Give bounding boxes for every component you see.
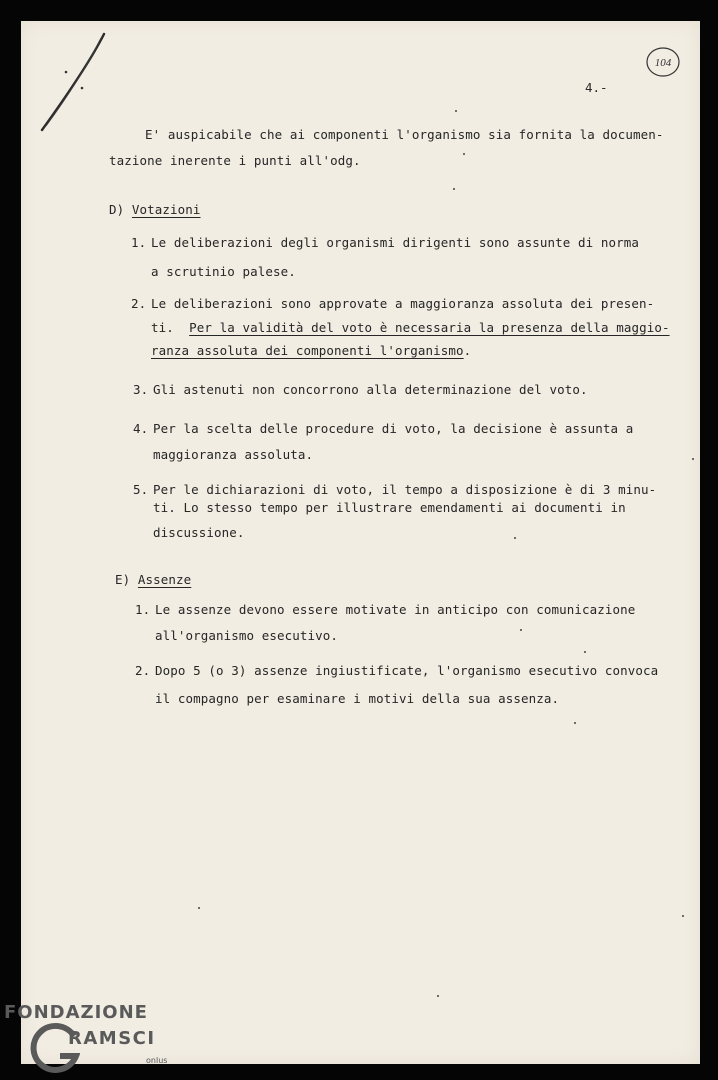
d-item-3-line-1: Gli astenuti non concorrono alla determinazione del voto. (153, 382, 588, 397)
intro-line-2: tazione inerente i punti all'odg. (109, 153, 361, 168)
paper-speck (520, 629, 522, 631)
d-item-2-line-3-tail: . (463, 343, 472, 358)
d-item-5-number: 5. (133, 482, 149, 497)
paper-speck (437, 995, 439, 997)
section-d-heading (109, 202, 201, 217)
d-item-1-line-1: Le deliberazioni degli organismi dirigenti sono assunte di norma (151, 235, 640, 250)
e-item-2-line-2: il compagno per esaminare i motivi della sua assenza. (155, 691, 560, 706)
d-item-2-number: 2. (131, 296, 147, 311)
paper-speck (574, 722, 576, 724)
e-item-1-line-2: all'organismo esecutivo. (155, 628, 339, 643)
d-item-5-line-2: ti. Lo stesso tempo per illustrare emendamenti ai documenti in (153, 500, 626, 515)
paper-speck (455, 110, 457, 112)
d-item-1-number: 1. (131, 235, 147, 250)
paper-speck (198, 907, 200, 909)
watermark-line-2: RAMSCI (68, 1028, 156, 1049)
d-item-2-line-2-plain: ti. (151, 320, 174, 335)
archive-stamp-icon (645, 45, 681, 79)
paper-speck (463, 153, 465, 155)
section-d-title: Votazioni (131, 202, 201, 217)
d-item-2-line-1: Le deliberazioni sono approvate a maggioranza assoluta dei presen- (151, 296, 655, 311)
paper-speck (584, 651, 586, 653)
d-item-2-line-3 (151, 343, 471, 358)
e-item-2-line-1: Dopo 5 (o 3) assenze ingiustificate, l'organismo esecutivo convoca (155, 663, 659, 678)
d-item-3-number: 3. (133, 382, 149, 397)
section-d-prefix: D) (109, 202, 125, 217)
fondazione-gramsci-watermark (4, 1002, 184, 1078)
watermark-suffix: onlus (146, 1056, 168, 1065)
watermark-line-1: FONDAZIONE (4, 1002, 148, 1023)
paper-speck (514, 537, 516, 539)
d-item-4-number: 4. (133, 421, 149, 436)
document-page (21, 21, 700, 1064)
intro-line-1: E' auspicabile che ai componenti l'organismo sia fornita la documen- (145, 127, 664, 142)
e-item-1-line-1: Le assenze devono essere motivate in anticipo con comunicazione (155, 602, 636, 617)
paper-speck (453, 188, 455, 190)
e-item-2-number: 2. (135, 663, 151, 678)
d-item-2-line-3-underlined: ranza assoluta dei componenti l'organismo (151, 343, 464, 358)
d-item-2-line-2 (151, 320, 670, 335)
paper-speck (682, 915, 684, 917)
section-e-heading (115, 572, 191, 587)
section-e-title: Assenze (137, 572, 192, 587)
paper-speck (692, 458, 694, 460)
d-item-5-line-3: discussione. (153, 525, 245, 540)
section-e-prefix: E) (115, 572, 131, 587)
d-item-2-line-2-underlined: Per la validità del voto è necessaria la presenza della maggio- (189, 320, 670, 335)
d-item-4-line-1: Per la scelta delle procedure di voto, la decisione è assunta a (153, 421, 634, 436)
archive-stamp-number: 104 (654, 57, 672, 69)
page-number: 4.- (585, 80, 608, 95)
pen-stroke-mark (38, 30, 108, 135)
d-item-5-line-1: Per le dichiarazioni di voto, il tempo a disposizione è di 3 minu- (153, 482, 657, 497)
d-item-1-line-2: a scrutinio palese. (151, 264, 296, 279)
d-item-4-line-2: maggioranza assoluta. (153, 447, 314, 462)
e-item-1-number: 1. (135, 602, 151, 617)
